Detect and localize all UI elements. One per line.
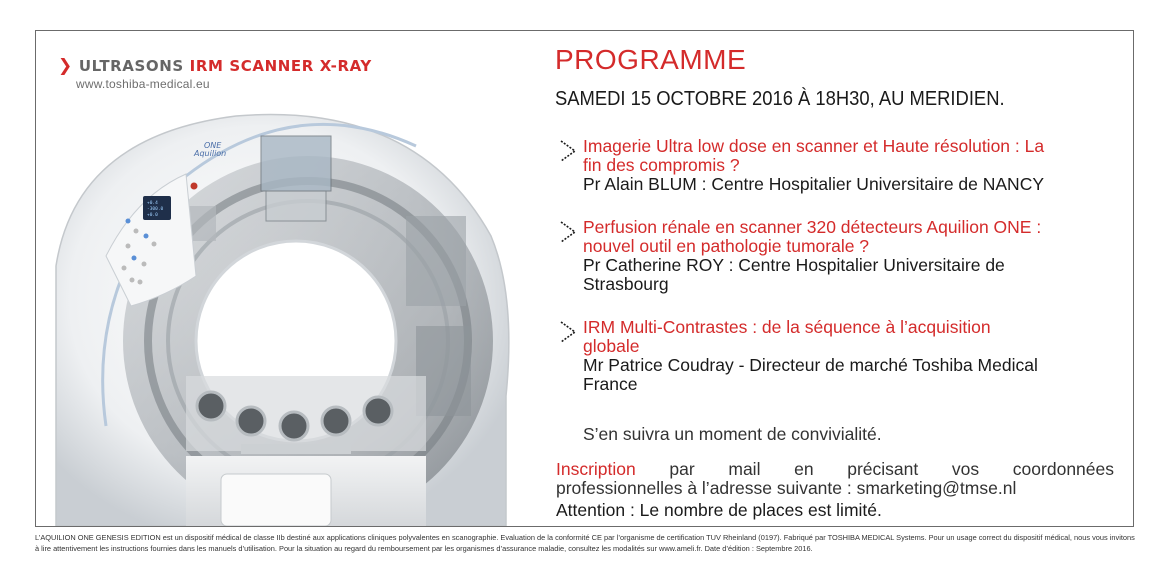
arrow-icon <box>558 320 578 344</box>
arrow-icon <box>558 220 578 244</box>
item-1-speaker: Pr Alain BLUM : Centre Hospitalier Universitaire de NANCY <box>583 174 1044 194</box>
item-3-speaker-line-2: France <box>583 374 638 394</box>
programme-item-3 <box>558 318 1118 394</box>
display-line-3: +0.0 <box>147 213 158 218</box>
inscription-line-2: professionnelles à l’adresse suivante : smarketing@tmse.nl <box>556 478 1017 498</box>
item-2-speaker-line-2: Strasbourg <box>583 274 669 294</box>
brand-line <box>58 56 372 76</box>
brand-irm: IRM <box>189 57 224 75</box>
programme-item-1 <box>558 137 1118 194</box>
programme-item-2 <box>558 218 1118 294</box>
brand-url: www.toshiba-medical.eu <box>76 77 210 91</box>
brand-xray: X-RAY <box>319 57 372 75</box>
convivial-text: S’en suivra un moment de convivialité. <box>583 424 882 444</box>
brand-scanner: SCANNER <box>229 57 314 75</box>
item-2-title-line-1: Perfusion rénale en scanner 320 détecteurs Aquilion ONE : <box>583 217 1042 237</box>
scanner-model-label-top: ONE <box>204 141 222 150</box>
item-1-title-line-2: fin des compromis ? <box>583 155 740 175</box>
brand-ultrasons: ULTRASONS <box>78 57 184 75</box>
item-1-title-line-1: Imagerie Ultra low dose en scanner et Haute résolution : La <box>583 136 1045 156</box>
display-line-2: -300.0 <box>147 207 164 212</box>
legal-footer <box>35 532 1145 554</box>
inscription-label: Inscription <box>556 459 636 479</box>
inscription-line-1 <box>556 460 1114 479</box>
legal-footer-line-2: à lire attentivement les instructions fournies dans les manuels d’utilisation. Pour la situation au regard du remboursement par les organismes d’assurance maladie, consultez les modalités sur www.ameli.fr. Date d’édition : Septembre 2016. <box>35 544 813 553</box>
scanner-model-label-bottom: Aquilion <box>194 149 227 158</box>
programme-subtitle: SAMEDI 15 OCTOBRE 2016 À 18H30, AU MERIDIEN. <box>555 88 1005 110</box>
item-3-speaker-line-1: Mr Patrice Coudray - Directeur de marché Toshiba Medical <box>583 355 1038 375</box>
ct-scanner-illustration <box>36 96 536 526</box>
chevron-right-icon: ❯ <box>58 56 73 76</box>
arrow-icon <box>558 139 578 163</box>
inscription-text: par mail en précisant vos coordonnées <box>635 459 1114 479</box>
display-line-1: +0.4 <box>147 201 158 206</box>
item-3-title-line-2: globale <box>583 336 640 356</box>
programme-title: PROGRAMME <box>555 44 747 75</box>
legal-footer-line-1: L’AQUILION ONE GENESIS EDITION est un dispositif médical de classe IIb destiné aux applications cliniques polyvalentes en scanographie. Evaluation de la conformité CE par l’organisme de certification TUV Rheinland (0197). Fabriqué par TOSHIBA MEDICAL Systems. Pour un usage correct du dispositif médical, nous vous invitons <box>35 533 1135 542</box>
item-2-title-line-2: nouvel outil en pathologie tumorale ? <box>583 236 870 256</box>
attention-text: Attention : Le nombre de places est limité. <box>556 500 882 520</box>
item-3-title-line-1: IRM Multi-Contrastes : de la séquence à l’acquisition <box>583 317 991 337</box>
item-2-speaker-line-1: Pr Catherine ROY : Centre Hospitalier Universitaire de <box>583 255 1005 275</box>
